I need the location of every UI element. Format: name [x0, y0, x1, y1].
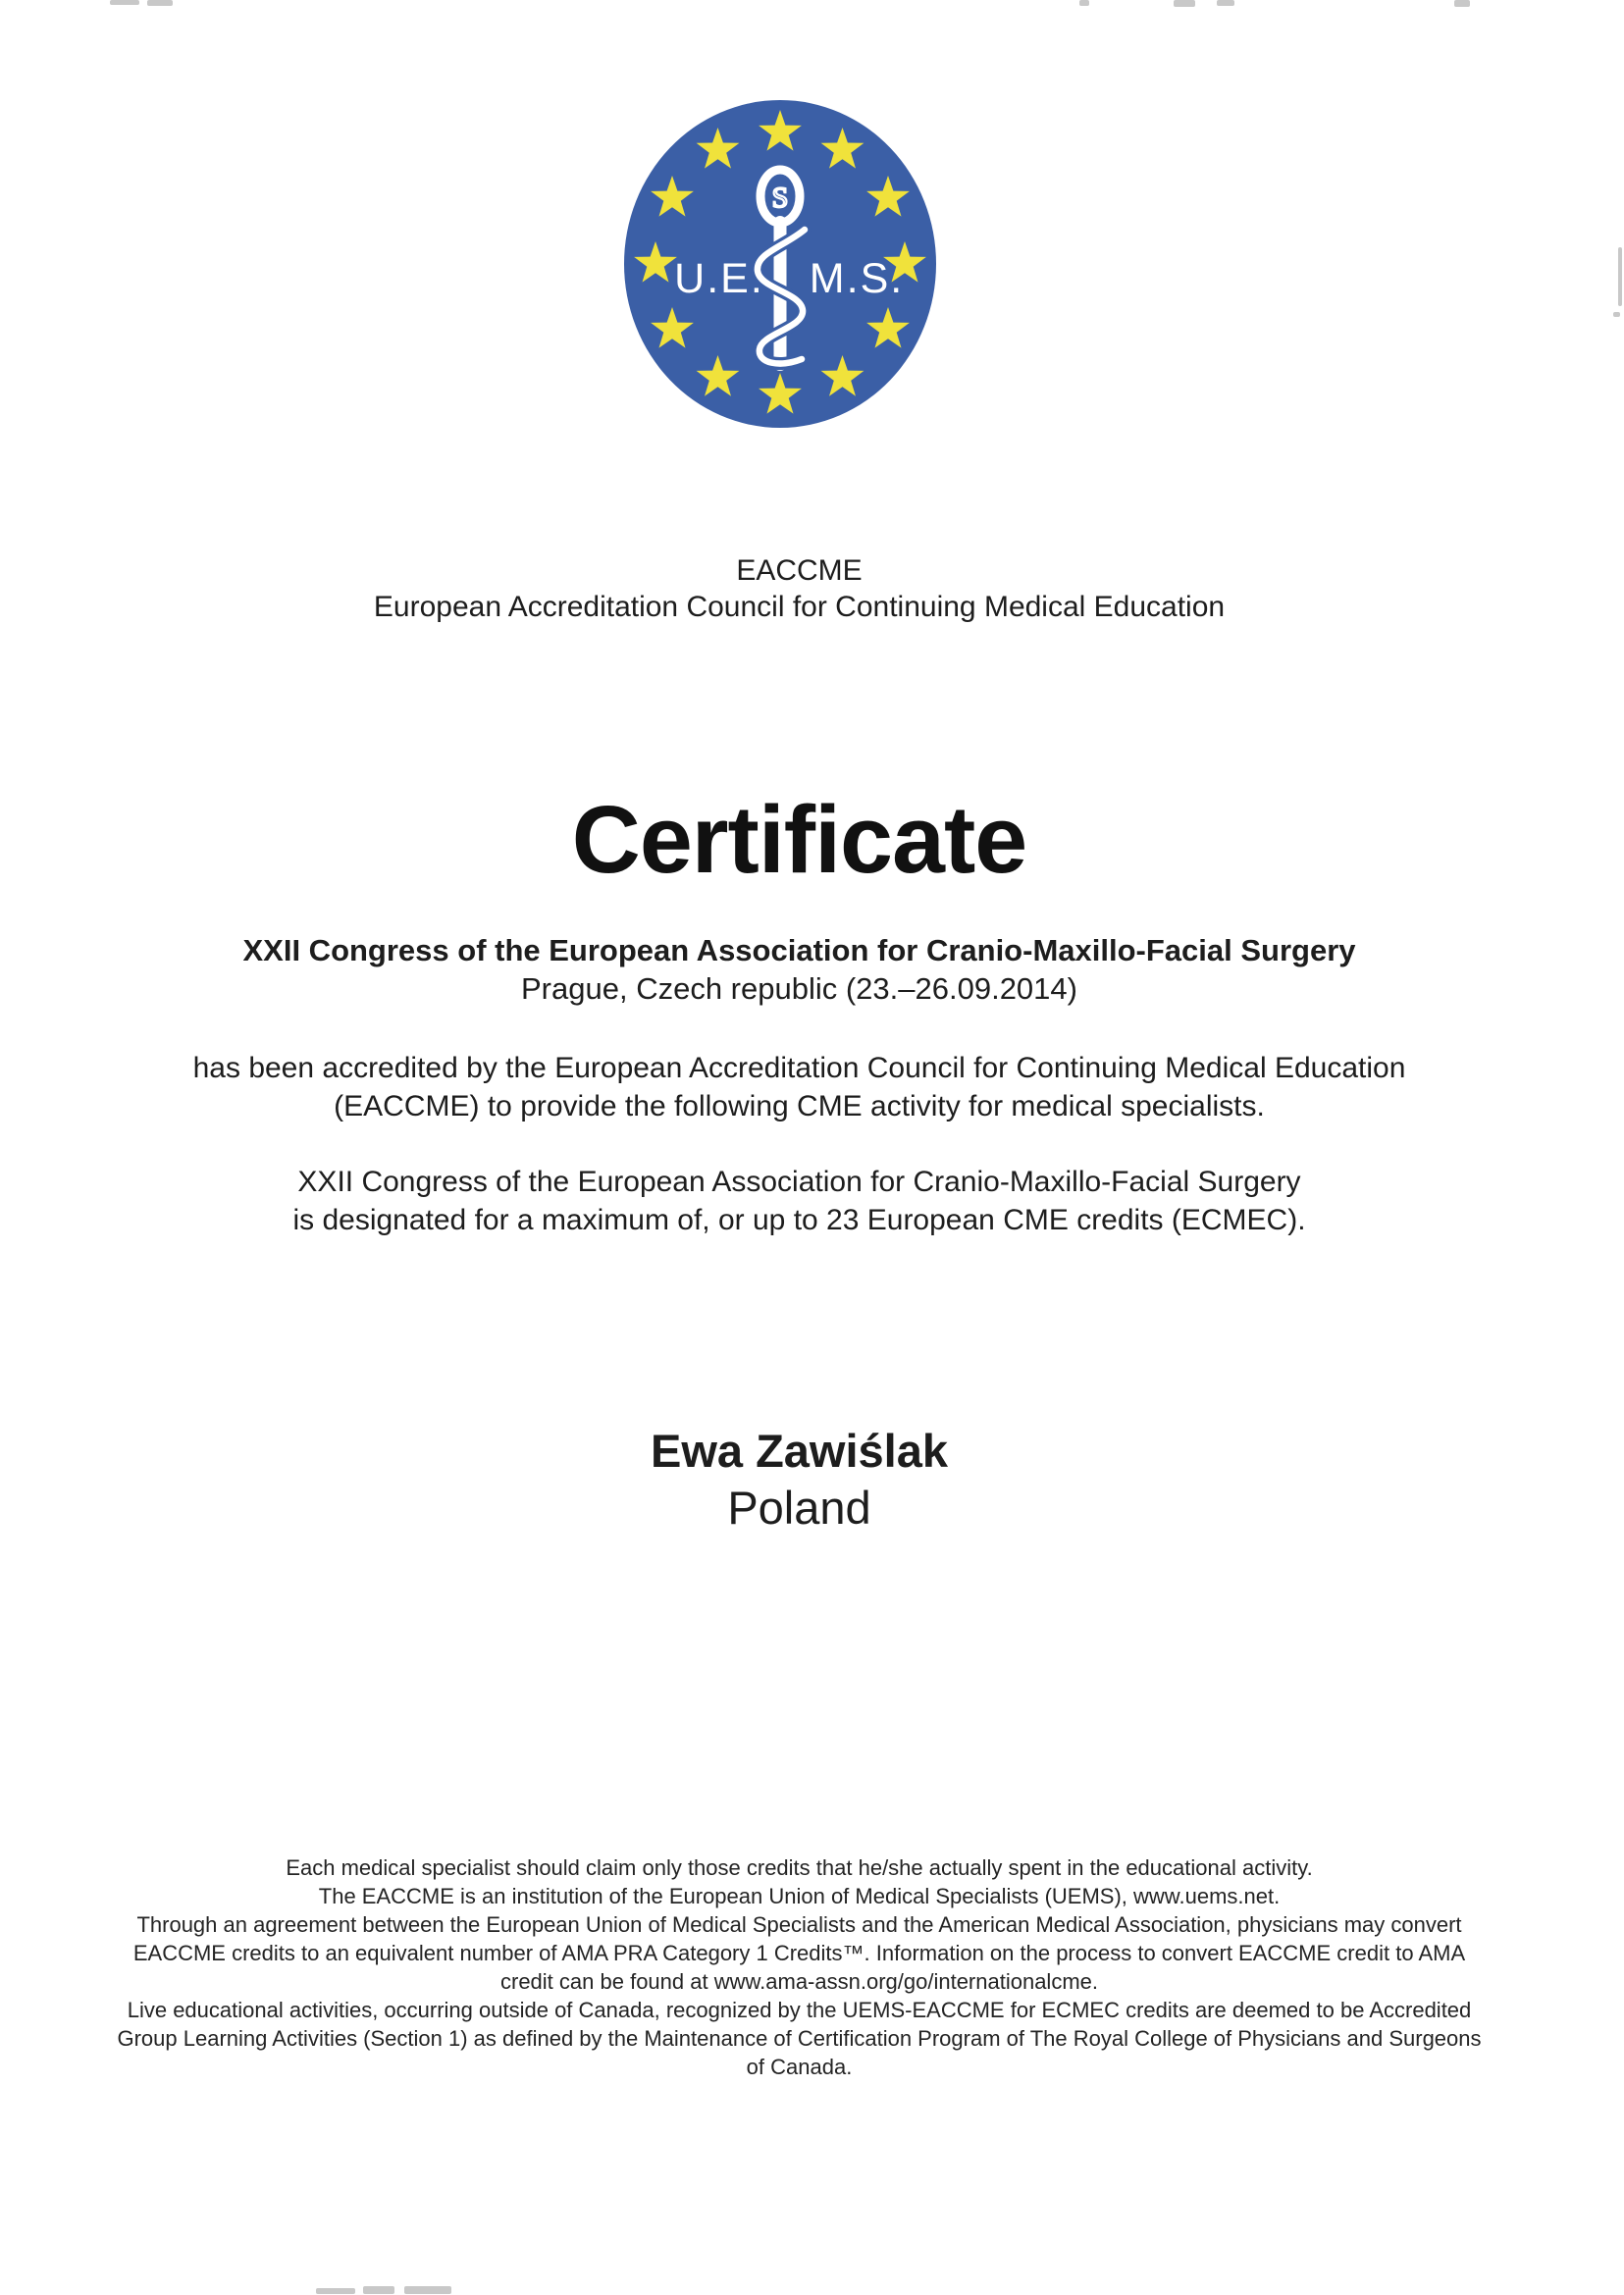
uems-logo-graphic	[624, 100, 936, 428]
uems-logo	[624, 100, 936, 428]
org-full-name: European Accreditation Council for Continuing Medical Education	[373, 591, 1226, 623]
scan-artifact	[404, 2286, 451, 2294]
designation-line: is designated for a maximum of, or up to 23 European CME credits (ECMEC).	[292, 1204, 1306, 1236]
scan-artifact	[316, 2288, 355, 2294]
scan-artifact	[1079, 0, 1089, 6]
footnote-line: Each medical specialist should claim only those credits that he/she actually spent in the educational activity.	[286, 1855, 1313, 1880]
accreditation-paragraph	[0, 1049, 1611, 1125]
event-title: XXII Congress of the European Association for Cranio-Maxillo-Facial Surgery	[242, 933, 1356, 967]
scan-artifact	[1217, 0, 1234, 6]
scan-artifact	[1618, 247, 1622, 306]
footnote-line: Live educational activities, occurring outside of Canada, recognized by the UEMS-EACCME for ECMEC credits are deemed to be Accredited	[127, 1998, 1472, 2022]
scan-artifact	[1174, 0, 1195, 7]
scan-artifact	[147, 0, 173, 6]
scan-artifact	[1454, 0, 1470, 7]
event-location-date: Prague, Czech republic (23.–26.09.2014)	[521, 971, 1077, 1006]
org-acronym: EACCME	[736, 554, 863, 587]
footnote-line: EACCME credits to an equivalent number of AMA PRA Category 1 Credits™. Information on the process to convert EACCME credit to AMA	[132, 1941, 1466, 1965]
footnote-line: Through an agreement between the European Union of Medical Specialists and the American Medical Association, physicians may convert	[136, 1912, 1462, 1937]
accreditation-line: (EACCME) to provide the following CME activity for medical specialists.	[334, 1090, 1265, 1122]
designation-line: XXII Congress of the European Association for Cranio-Maxillo-Facial Surgery	[297, 1166, 1301, 1198]
footnote-block	[0, 1853, 1611, 2081]
scan-artifact	[110, 0, 139, 5]
footnote-line: Group Learning Activities (Section 1) as defined by the Maintenance of Certification Program of The Royal College of Physicians and Surgeons	[117, 2026, 1482, 2051]
logo-left-text: U.E.	[674, 255, 764, 302]
certificate-title: Certificate	[571, 786, 1027, 893]
recipient-name: Ewa Zawiślak	[650, 1425, 949, 1477]
scan-artifact	[1613, 312, 1620, 317]
footnote-line: credit can be found at www.ama-assn.org/go/internationalcme.	[500, 1969, 1098, 1994]
event-block	[0, 931, 1611, 1008]
footnote-line: of Canada.	[746, 2055, 853, 2079]
scan-artifact	[363, 2286, 394, 2294]
logo-right-text: M.S.	[809, 255, 905, 302]
org-header	[0, 552, 1611, 625]
designation-paragraph	[0, 1163, 1611, 1239]
logo-loop-letter: S	[771, 182, 789, 214]
recipient-block	[0, 1423, 1611, 1537]
footnote-line: The EACCME is an institution of the European Union of Medical Specialists (UEMS), www.uems.net.	[318, 1884, 1281, 1908]
recipient-country: Poland	[727, 1482, 871, 1534]
accreditation-line: has been accredited by the European Accreditation Council for Continuing Medical Education	[192, 1052, 1406, 1084]
